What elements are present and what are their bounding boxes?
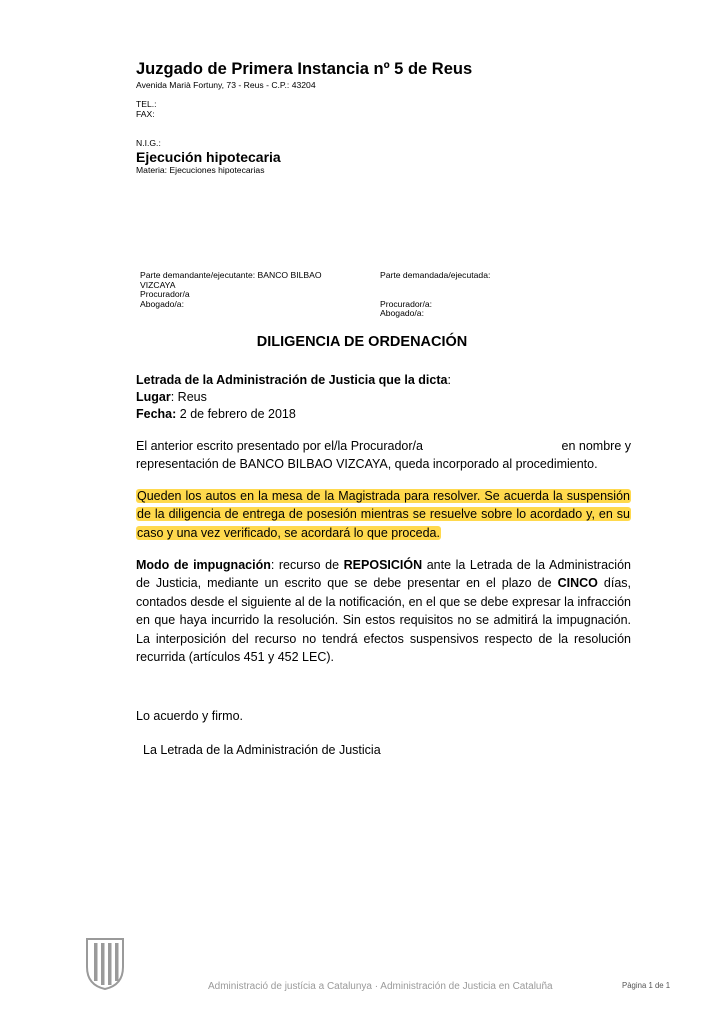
fax-label: FAX:	[136, 109, 155, 119]
fecha-line	[136, 406, 451, 423]
tel-label: TEL.:	[136, 99, 157, 109]
cinco-term: CINCO	[557, 576, 598, 591]
plaintiff-abogado: Abogado/a:	[140, 298, 184, 309]
paragraph-incorporation	[136, 437, 631, 474]
footer-text: Administració de justícia a Catalunya · Administración de Justicia en Cataluña	[208, 981, 553, 992]
fecha-value: 2 de febrero de 2018	[176, 407, 296, 421]
reposicion-term: REPOSICIÓN	[343, 558, 423, 572]
procedure-subject: Materia: Ejecuciones hipotecarias	[136, 165, 265, 175]
lugar-line	[136, 389, 451, 406]
signatory-title: La Letrada de la Administración de Justicia	[143, 743, 381, 757]
letrada-label: Letrada de la Administración de Justicia que la dicta	[136, 373, 448, 387]
catalonia-shield-icon	[84, 937, 126, 991]
court-address: Avenida Marià Fortuny, 73 - Reus - C.P.: 43204	[136, 80, 316, 90]
plaintiff-line-1: Parte demandante/ejecutante: BANCO BILBAO	[140, 270, 322, 280]
closing-statement: Lo acuerdo y firmo.	[136, 709, 243, 723]
plaintiff-line-2: VIZCAYA	[140, 279, 176, 290]
lugar-value: : Reus	[170, 390, 207, 404]
page-number: Pàgina 1 de 1	[622, 981, 671, 990]
defendant-procurador: Procurador/a:	[380, 298, 433, 309]
defendant-column	[380, 271, 630, 319]
impugnacion-text-1: : recurso de	[270, 558, 344, 572]
paragraph-1-line-1-a: El anterior escrito presentado por el/la Procurador/a	[136, 439, 423, 453]
paragraph-1-line-2: representación de BANCO BILBAO VIZCAYA, queda incorporado al procedimiento.	[136, 457, 598, 472]
paragraph-impugnacion	[136, 556, 631, 666]
impugnacion-label: Modo de impugnación	[136, 558, 271, 572]
plaintiff-column	[140, 271, 365, 309]
procedure-type: Ejecución hipotecaria	[136, 149, 281, 165]
defendant-label: Parte demandada/ejecutada:	[380, 270, 491, 280]
paragraph-1-line-1-b: en nombre y	[561, 439, 631, 453]
fecha-label: Fecha:	[136, 407, 177, 421]
impugnacion-text-3: días, contados desde el siguiente al de la notificación, en el que se debe expresar la infracción en que haya incurrido la resolución. Sin estos requisitos no se admitirá la impugnación. La interposición del recurso no tendrá efectos suspensivos respecto de la resolución recurrida (artículos 451 y 452 LEC).	[136, 576, 631, 665]
letrada-colon: :	[447, 373, 451, 387]
defendant-abogado: Abogado/a:	[380, 308, 424, 319]
court-name: Juzgado de Primera Instancia nº 5 de Reus	[136, 60, 473, 78]
plaintiff-procurador: Procurador/a	[140, 289, 190, 300]
impugnacion-text-2: ante la Letrada de la Administración de Justicia, mediante un escrito que se debe presentar en el plazo de	[136, 558, 631, 591]
lugar-label: Lugar	[136, 390, 171, 404]
document-meta	[136, 372, 451, 423]
paragraph-suspension	[136, 487, 631, 542]
letrada-line	[136, 372, 451, 389]
document-title: DILIGENCIA DE ORDENACIÓN	[256, 334, 468, 350]
highlighted-text: Queden los autos en la mesa de la Magistrada para resolver. Se acuerda la suspensión de la diligencia de entrega de posesión mientras se resuelve sobre lo acordado y, en su caso y una vez verificado, se acordará lo que proceda.	[137, 489, 630, 540]
nig-label: N.I.G.:	[136, 138, 161, 148]
